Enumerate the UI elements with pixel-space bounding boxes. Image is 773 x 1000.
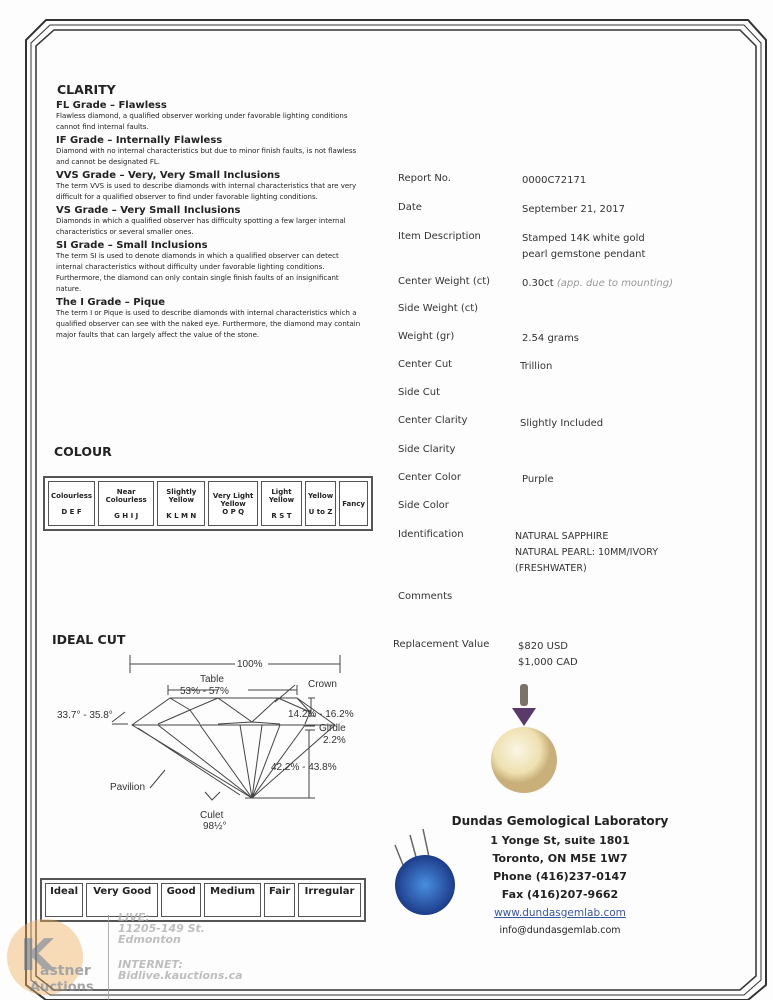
lab-address-2: Toronto, ON M5E 1W7 — [492, 852, 628, 865]
kastner-watermark — [0, 911, 380, 1000]
svg-text:K: K — [20, 930, 55, 981]
grade-vs: VS Grade – Very Small Inclusions Diamonds in which a qualified observer has difficulty spotting a few larger internal characteristics or several smaller ones. — [56, 205, 346, 236]
lab-address-1: 1 Yonge St, suite 1801 — [490, 834, 630, 847]
clarity-grades — [56, 100, 366, 341]
center-color-label: Center Color — [398, 472, 461, 483]
colour-cell: Yellow U to Z — [305, 481, 336, 526]
center-color-value: Purple — [522, 474, 554, 485]
colour-cell: Colourless D E F — [48, 481, 95, 526]
crown-angle: 33.7° - 35.8° — [57, 710, 113, 721]
weight-value: 2.54 grams — [522, 333, 579, 344]
diamond-proportions-diagram — [40, 640, 370, 840]
lab-phone: Phone (416)237-0147 — [493, 870, 627, 883]
report-no-value: 0000C72171 — [522, 175, 587, 186]
live-address-1: 11205-149 St. — [118, 922, 205, 935]
width-label: 100% — [237, 659, 263, 670]
center-cut-value: Trillion — [520, 361, 553, 372]
crown-label: Crown — [308, 679, 337, 690]
colour-cell: Fancy — [339, 481, 368, 526]
lab-fax: Fax (416)207-9662 — [501, 888, 619, 901]
center-clarity-value: Slightly Included — [520, 418, 604, 429]
weight-label: Weight (gr) — [398, 331, 455, 342]
side-color-label: Side Color — [398, 500, 449, 511]
lab-name: Dundas Gemological Laboratory — [451, 814, 669, 828]
pavilion-label: Pavilion — [110, 782, 146, 793]
center-weight-label: Center Weight (ct) — [398, 276, 491, 287]
side-weight-label: Side Weight (ct) — [398, 303, 479, 314]
clarity-title: CLARITY — [57, 82, 116, 97]
ideal-cut-title: IDEAL CUT — [52, 632, 126, 647]
grade-i: The I Grade – Pique The term I or Pique is used to describe diamonds with internal characteristics which a qualified observer can see with the naked eye. Furthermore, the diamond may contain major faults that can largely affect the value of the stone. — [56, 297, 361, 339]
cut-cell: Medium — [204, 883, 261, 917]
girdle-label: Girdle — [319, 723, 346, 734]
item-description-value: Stamped 14K white gold pearl gemstone pendant — [522, 233, 646, 260]
cut-cell: Ideal — [45, 883, 83, 917]
cut-cell: Good — [161, 883, 201, 917]
grade-si: SI Grade – Small Inclusions The term SI is used to denote diamonds in which a qualified observer can detect internal characteristics without difficulty under favorable lighting conditions. Furthermore, the diamond can only contain single finish faults of an insignificant nature. — [56, 240, 339, 293]
grade-if: IF Grade – Internally Flawless Diamond with no internal characteristics but due to minor finish faults, is not flawless and cannot be designated FL. — [56, 135, 357, 166]
crown-height: 14.2% - 16.2% — [288, 709, 354, 720]
center-cut-label: Center Cut — [398, 359, 453, 370]
identification-value: NATURAL SAPPHIRE NATURAL PEARL: 10MM/IVORY (FRESHWATER) — [515, 531, 659, 574]
internet-url: Bidlive.kauctions.ca — [118, 969, 243, 982]
table-value: 53% - 57% — [180, 686, 229, 697]
pavilion-depth: 42.2% - 43.8% — [271, 762, 337, 773]
identification-label: Identification — [398, 529, 464, 540]
colour-cell: Very Light Yellow O P Q — [208, 481, 258, 526]
svg-text:Auctions: Auctions — [30, 980, 94, 995]
side-cut-label: Side Cut — [398, 387, 441, 398]
center-clarity-label: Center Clarity — [398, 415, 468, 426]
replacement-value-label: Replacement Value — [393, 639, 490, 650]
culet-value: 98½° — [203, 821, 227, 832]
cut-cell: Irregular — [298, 883, 361, 917]
live-address-2: Edmonton — [118, 933, 181, 946]
live-label: LIVE: — [118, 911, 150, 924]
colour-cell: Slightly Yellow K L M N — [157, 481, 205, 526]
side-clarity-label: Side Clarity — [398, 444, 456, 455]
item-description-label: Item Description — [398, 231, 481, 242]
colour-title: COLOUR — [54, 444, 112, 459]
date-value: September 21, 2017 — [522, 204, 625, 215]
grade-vvs: VVS Grade – Very, Very Small Inclusions The term VVS is used to describe diamonds with internal characteristics that are very difficult for a qualified observer to find under favorable lighting conditions. — [56, 170, 357, 201]
kastner-logo — [0, 915, 110, 1000]
colour-cell: Light Yellow R S T — [261, 481, 302, 526]
report-no-label: Report No. — [398, 173, 451, 184]
grade-fl: FL Grade – Flawless Flawless diamond, a qualified observer working under favorable lighting conditions cannot find internal faults. — [56, 100, 348, 131]
colour-scale-table — [43, 476, 373, 531]
table-label: Table — [200, 674, 224, 685]
lab-email: info@dundasgemlab.com — [499, 925, 621, 936]
pendant-photo — [490, 680, 560, 810]
cut-cell: Fair — [264, 883, 295, 917]
lab-website-link[interactable]: www.dundasgemlab.com — [494, 907, 626, 919]
culet-label: Culet — [200, 810, 224, 821]
colour-cell: Near Colourless G H I J — [98, 481, 154, 526]
svg-text:astner: astner — [40, 963, 91, 979]
date-label: Date — [398, 202, 422, 213]
internet-label: INTERNET: — [118, 958, 183, 971]
replacement-value: $820 USD $1,000 CAD — [518, 641, 578, 668]
cut-cell: Very Good — [86, 883, 158, 917]
center-weight-value: 0.30ct (app. due to mounting) — [522, 278, 674, 289]
girdle-value: 2.2% — [323, 735, 346, 746]
comments-label: Comments — [398, 591, 453, 602]
